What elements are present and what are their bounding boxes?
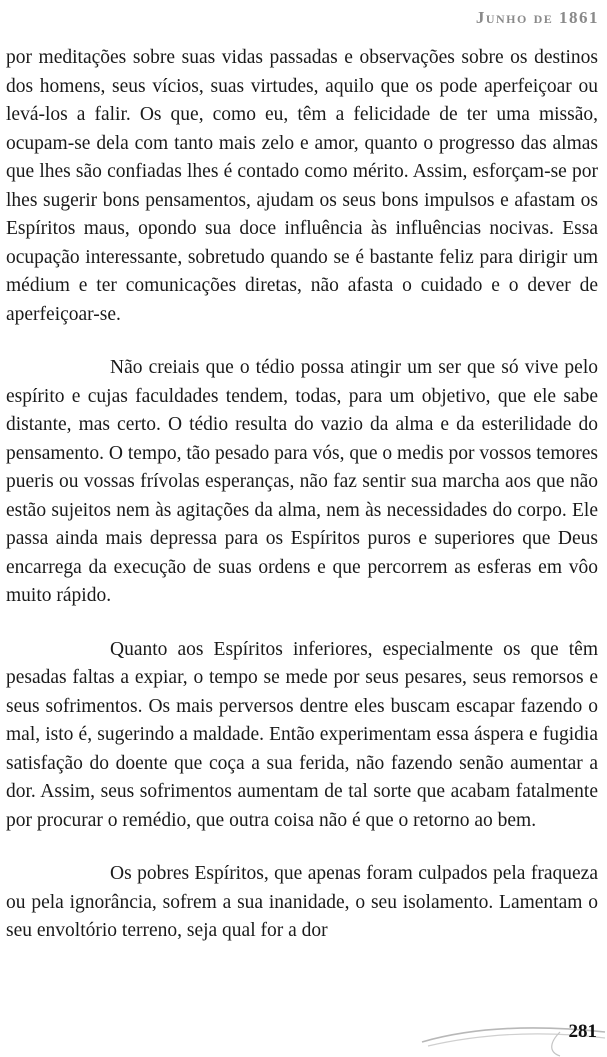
paragraph-3: Quanto aos Espíritos inferiores, especialmente os que têm pesadas faltas a expiar, o tempo se mede por seus pesares, seus remorsos e seus sofrimentos. Os mais perversos dentre eles buscam escapar fazendo o mal, isto é, sugerindo a maldade. Então experimentam essa áspera e fugidia satisfação do doente que coça a sua ferida, não fazendo senão aumentar a dor. Assim, seus sofrimentos aumentam de tal sorte que acabam fatalmente por procurar o remédio, que outra coisa não é que o retorno ao bem. — [6, 638, 598, 831]
page-body — [6, 44, 598, 946]
paragraph-2: Não creiais que o tédio possa atingir um ser que só vive pelo espírito e cujas faculdades tendem, todas, para um objetivo, que ele sabe distante, mas certo. O tédio resulta do vazio da alma e da esterilidade do pensamento. O tempo, tão pesado para vós, que o medis por vossos temores pueris ou vossas frívolas esperanças, não faz sentir sua marcha aos que não estão sujeitos nem às agitações da alma, nem às necessidades do corpo. Ele passa ainda mais depressa para os Espíritos puros e superiores que Deus encarrega da execução de suas ordens e que percorrem as esferas em vôo muito rápido. — [6, 357, 598, 606]
paragraph-1: por meditações sobre suas vidas passadas e observações sobre os destinos dos homens, seus vícios, suas virtudes, aquilo que os pode aperfeiçoar ou levá-los a falir. Os que, como eu, têm a felicidade de ter uma missão, ocupam-se dela com tanto mais zelo e amor, quanto o progresso das almas que lhes são confiadas lhes é contado como mérito. Assim, esforçam-se por lhes sugerir bons pensamentos, ajudam os seus bons impulsos e afastam os Espíritos maus, opondo sua doce influência às influências nocivas. Essa ocupação interessante, sobretudo quando se é bastante feliz para dirigir um médium e ter comunicações diretas, não afasta o cuidado e o dever de aperfeiçoar-se. — [6, 47, 598, 325]
paragraph-4: Os pobres Espíritos, que apenas foram culpados pela fraqueza ou pela ignorância, sofrem a sua inanidade, o seu isolamento. Lamentam o seu envoltório terreno, seja qual for a dor — [6, 863, 598, 941]
running-head: Junho de 1861 — [475, 8, 599, 27]
page-number: 281 — [568, 1021, 597, 1042]
